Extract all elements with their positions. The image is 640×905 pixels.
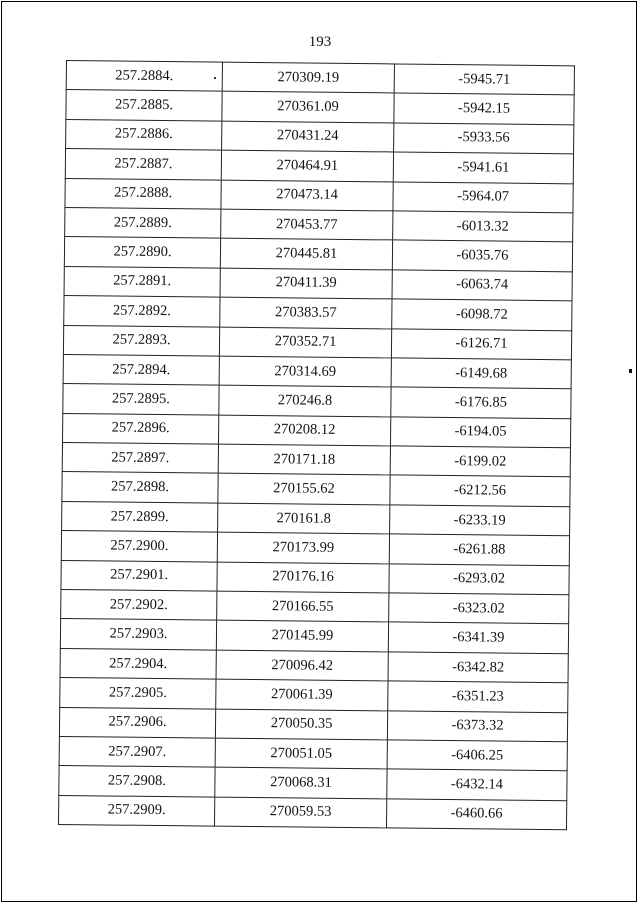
point-id-cell: 257.2884. (66, 61, 222, 92)
x-coordinate-cell: 270361.09 (222, 92, 394, 123)
x-coordinate-cell: 270411.39 (220, 268, 392, 299)
point-id-cell: 257.2908. (59, 766, 215, 797)
scan-edge-mark (629, 369, 632, 373)
point-id-cell: 257.2895. (63, 384, 219, 415)
x-coordinate-cell: 270352.71 (219, 327, 391, 358)
x-coordinate-cell: 270246.8 (219, 385, 391, 416)
x-coordinate-cell: 270068.31 (215, 767, 387, 798)
point-id-cell: 257.2900. (61, 531, 217, 562)
point-id-cell: 257.2909. (58, 795, 214, 826)
y-coordinate-cell: -6351.23 (388, 681, 568, 712)
y-coordinate-cell: -6233.19 (390, 505, 570, 536)
y-coordinate-cell: -6406.25 (387, 740, 567, 771)
table-row (58, 795, 566, 830)
point-id-cell: 257.2907. (59, 736, 215, 767)
y-coordinate-cell: -6460.66 (386, 799, 566, 830)
point-id-cell: 257.2885. (66, 90, 222, 121)
x-coordinate-cell: 270473.14 (221, 180, 393, 211)
y-coordinate-cell: -5933.56 (394, 123, 574, 154)
point-id-cell: 257.2893. (63, 325, 219, 356)
point-id-cell: 257.2887. (65, 149, 221, 180)
point-id-cell: 257.2894. (63, 354, 219, 385)
x-coordinate-cell: 270061.39 (216, 679, 388, 710)
scan-speck (214, 77, 216, 79)
x-coordinate-cell: 270096.42 (216, 650, 388, 681)
point-id-cell: 257.2890. (64, 237, 220, 268)
page-number: 193 (308, 34, 332, 50)
point-id-cell: 257.2897. (62, 443, 218, 474)
x-coordinate-cell: 270383.57 (220, 297, 392, 328)
y-coordinate-cell: -6126.71 (391, 328, 571, 359)
point-id-cell: 257.2888. (65, 178, 221, 209)
point-id-cell: 257.2896. (62, 413, 218, 444)
point-id-cell: 257.2889. (65, 207, 221, 238)
point-id-cell: 257.2904. (60, 648, 216, 679)
table-body (58, 61, 574, 830)
x-coordinate-cell: 270445.81 (220, 238, 392, 269)
y-coordinate-cell: -6176.85 (391, 387, 571, 418)
y-coordinate-cell: -6323.02 (389, 593, 569, 624)
y-coordinate-cell: -6261.88 (389, 534, 569, 565)
y-coordinate-cell: -6293.02 (389, 564, 569, 595)
y-coordinate-cell: -5945.71 (394, 64, 574, 95)
point-id-cell: 257.2905. (60, 678, 216, 709)
y-coordinate-cell: -6035.76 (392, 240, 572, 271)
point-id-cell: 257.2903. (60, 619, 216, 650)
x-coordinate-cell: 270431.24 (222, 121, 394, 152)
y-coordinate-cell: -6373.32 (387, 710, 567, 741)
point-id-cell: 257.2899. (62, 501, 218, 532)
y-coordinate-cell: -5942.15 (394, 93, 574, 124)
y-coordinate-cell: -6342.82 (388, 652, 568, 683)
coordinates-table (58, 60, 575, 830)
x-coordinate-cell: 270145.99 (216, 621, 388, 652)
x-coordinate-cell: 270171.18 (218, 444, 390, 475)
x-coordinate-cell: 270173.99 (217, 532, 389, 563)
x-coordinate-cell: 270208.12 (218, 415, 390, 446)
x-coordinate-cell: 270051.05 (215, 738, 387, 769)
x-coordinate-cell: 270155.62 (218, 474, 390, 505)
x-coordinate-cell: 270464.91 (221, 150, 393, 181)
y-coordinate-cell: -6013.32 (393, 211, 573, 242)
x-coordinate-cell: 270309.19 (222, 62, 394, 93)
x-coordinate-cell: 270166.55 (217, 591, 389, 622)
point-id-cell: 257.2891. (64, 266, 220, 297)
y-coordinate-cell: -6149.68 (391, 358, 571, 389)
point-id-cell: 257.2898. (62, 472, 218, 503)
y-coordinate-cell: -6432.14 (387, 769, 567, 800)
point-id-cell: 257.2902. (61, 590, 217, 621)
y-coordinate-cell: -6194.05 (390, 417, 570, 448)
x-coordinate-cell: 270176.16 (217, 562, 389, 593)
point-id-cell: 257.2886. (66, 119, 222, 150)
y-coordinate-cell: -6341.39 (388, 622, 568, 653)
point-id-cell: 257.2906. (59, 707, 215, 738)
y-coordinate-cell: -6098.72 (392, 299, 572, 330)
coordinates-table-wrapper (58, 60, 578, 830)
y-coordinate-cell: -6063.74 (392, 270, 572, 301)
x-coordinate-cell: 270059.53 (214, 797, 386, 828)
x-coordinate-cell: 270161.8 (218, 503, 390, 534)
point-id-cell: 257.2892. (64, 296, 220, 327)
x-coordinate-cell: 270453.77 (221, 209, 393, 240)
x-coordinate-cell: 270314.69 (219, 356, 391, 387)
x-coordinate-cell: 270050.35 (215, 709, 387, 740)
y-coordinate-cell: -6212.56 (390, 475, 570, 506)
y-coordinate-cell: -5941.61 (393, 152, 573, 183)
y-coordinate-cell: -6199.02 (390, 446, 570, 477)
y-coordinate-cell: -5964.07 (393, 181, 573, 212)
point-id-cell: 257.2901. (61, 560, 217, 591)
